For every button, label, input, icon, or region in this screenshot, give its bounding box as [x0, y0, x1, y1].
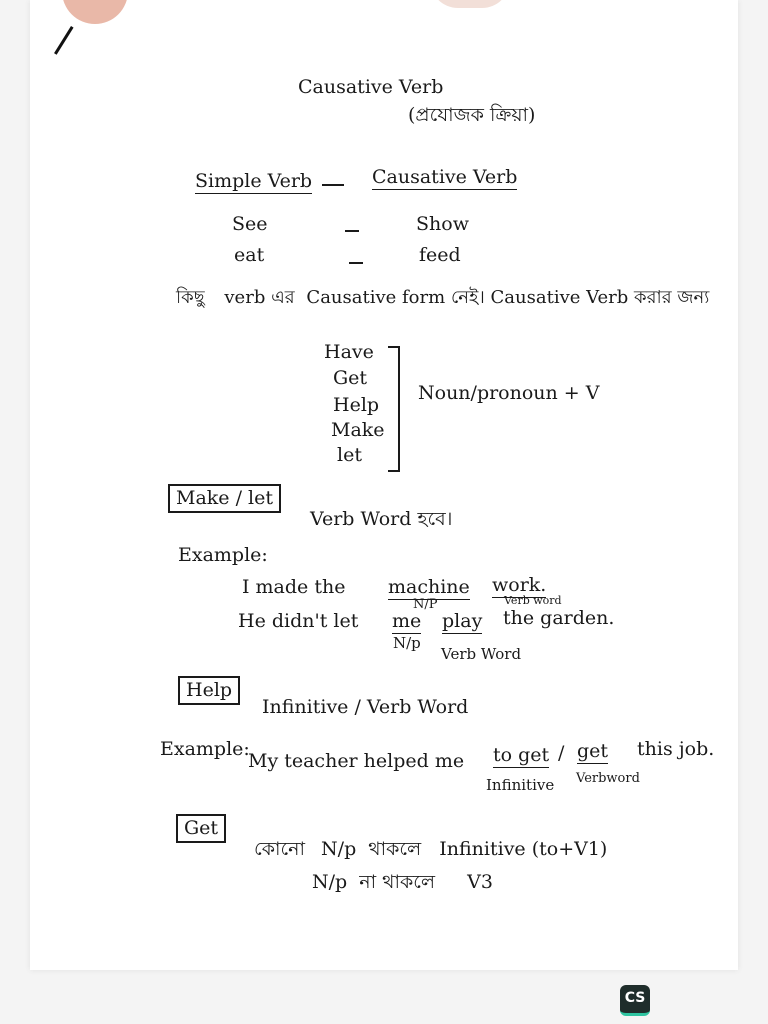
- example2-note-np: N/p: [393, 634, 421, 652]
- header-causative-verb: Causative Verb: [372, 166, 518, 188]
- section-help-label: Help: [178, 676, 240, 705]
- section-make-let-label: Make / let: [168, 484, 281, 513]
- verb-list-bracket: [388, 346, 400, 472]
- example1-note-verbword: Verb word: [504, 594, 562, 607]
- help-note-verbword: Verbword: [576, 771, 640, 786]
- help-sentence-start: My teacher helped me: [248, 750, 465, 772]
- row-causative-show: Show: [416, 213, 469, 235]
- verb-list-help: Help: [333, 394, 380, 416]
- help-slash: /: [558, 742, 565, 764]
- row-dash-2: [349, 262, 363, 264]
- row-simple-see: See: [232, 213, 268, 235]
- row-dash-1: [345, 230, 359, 232]
- verb-list-get: Get: [333, 367, 368, 389]
- help-example-label: Example:: [160, 738, 250, 760]
- help-option-to-get: to get: [493, 744, 550, 766]
- example2-note-verbword: Verb Word: [441, 645, 522, 663]
- note-line: কিছু verb এর Causative form নেই। Causative Verb করার জন্য: [176, 287, 710, 308]
- example2-me: me: [392, 610, 422, 632]
- example2-start: He didn't let: [238, 610, 359, 632]
- help-option-get: get: [577, 740, 609, 762]
- example1-work: work.: [492, 574, 547, 596]
- verb-list-make: Make: [331, 419, 385, 441]
- example1-start: I made the: [242, 576, 346, 598]
- example1-note-np: N/P: [413, 597, 438, 612]
- page-subtitle-bangla: (প্রযোজক ক্রিয়া): [408, 104, 536, 126]
- help-note-infinitive: Infinitive: [486, 776, 555, 794]
- page-title: Causative Verb: [298, 76, 444, 98]
- help-rule: Infinitive / Verb Word: [262, 696, 469, 718]
- verb-list-let: let: [337, 444, 362, 466]
- make-let-rule: Verb Word হবে।: [310, 508, 453, 530]
- example2-play: play: [442, 610, 483, 632]
- example1-machine: machine: [388, 576, 470, 598]
- example2-end: the garden.: [503, 607, 615, 629]
- get-line1: কোনো N/p থাকলে Infinitive (to+V1): [254, 838, 608, 860]
- header-simple-verb: Simple Verb: [195, 170, 313, 192]
- header-dash: [322, 184, 344, 186]
- help-sentence-end: this job.: [637, 738, 715, 760]
- get-line2: N/p না থাকলে V3: [312, 871, 493, 893]
- section-get-label: Get: [176, 814, 226, 843]
- camscanner-logo: CS: [620, 985, 650, 1016]
- row-causative-feed: feed: [419, 244, 461, 266]
- row-simple-eat: eat: [234, 244, 265, 266]
- verb-list-rule: Noun/pronoun + V: [418, 382, 600, 404]
- document-page: [30, 0, 738, 970]
- verb-list-have: Have: [324, 341, 374, 363]
- make-let-example-label: Example:: [178, 544, 268, 566]
